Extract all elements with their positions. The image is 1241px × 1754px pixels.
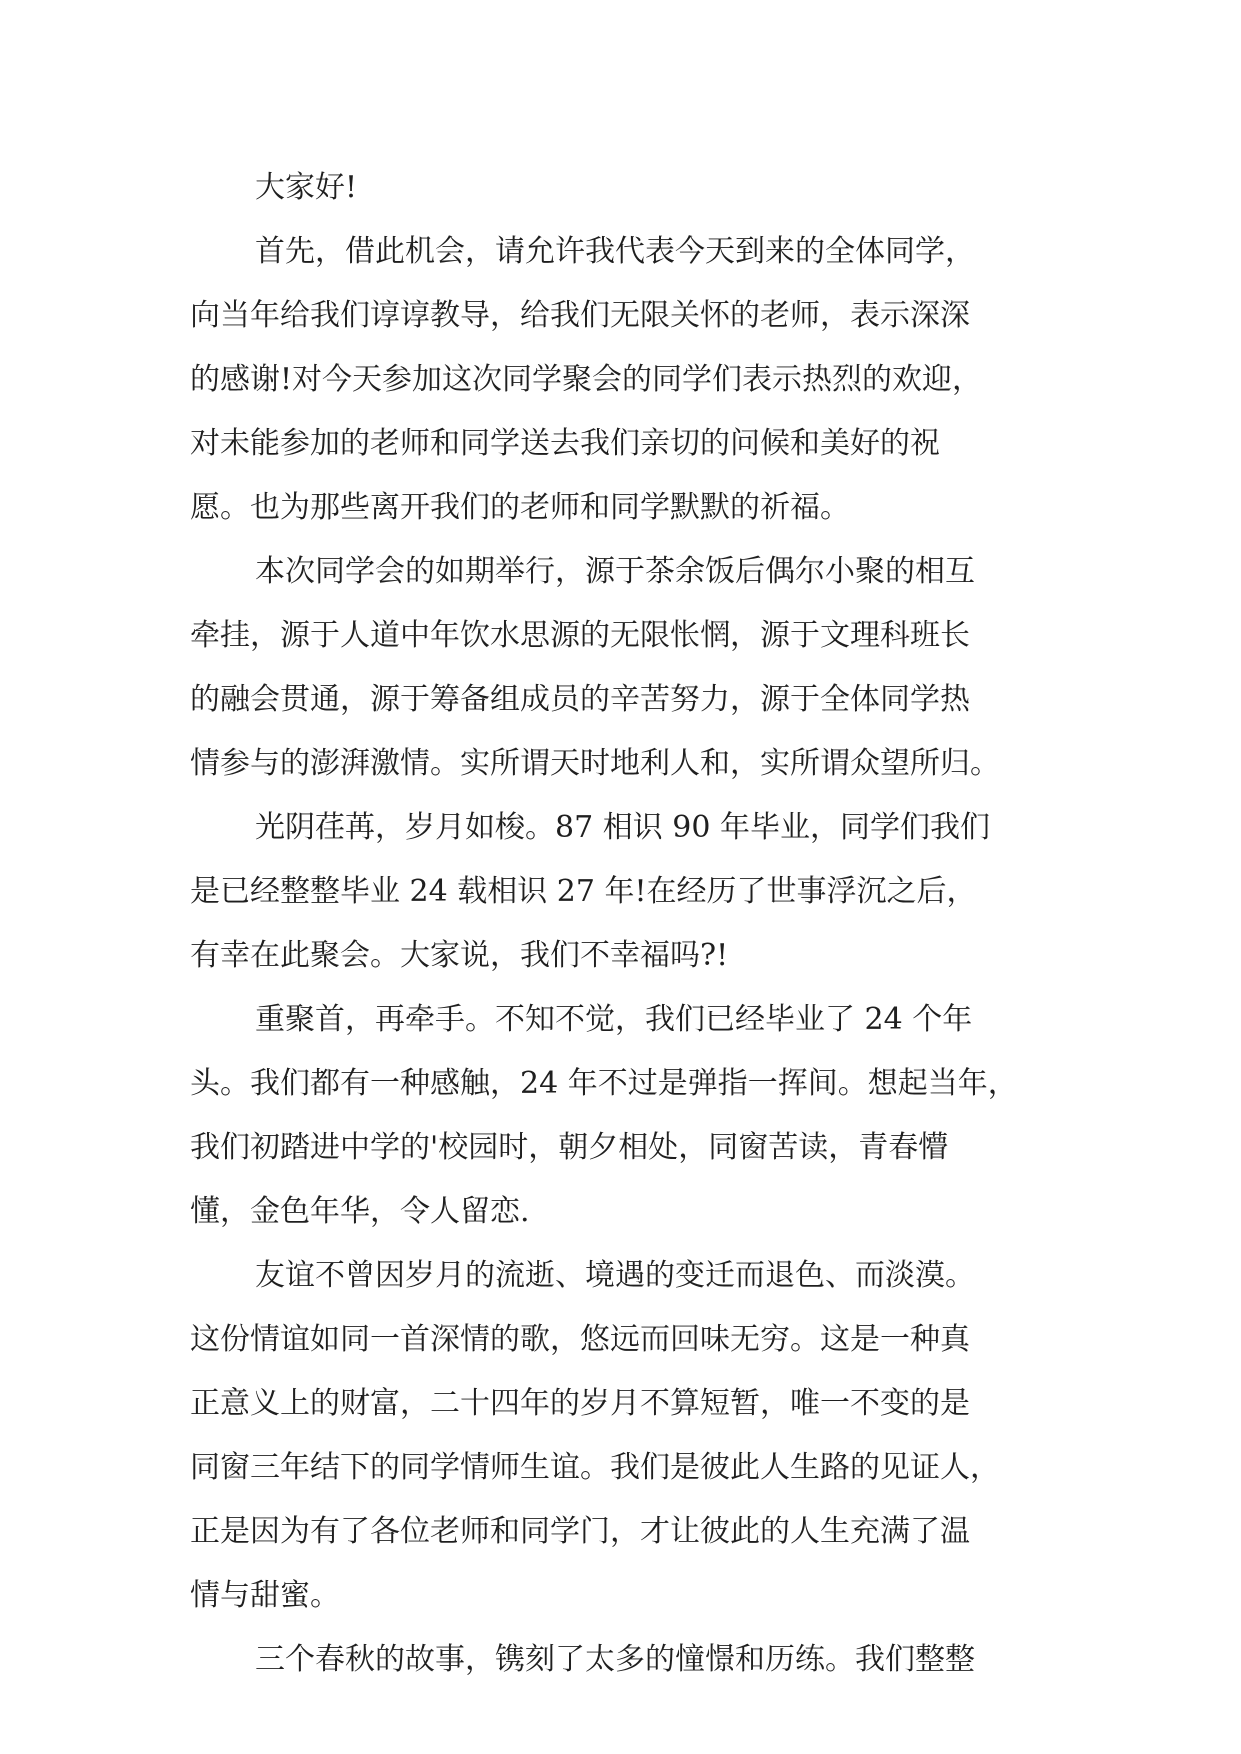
text-line: 我们初踏进中学的'校园时，朝夕相处，同窗苦读，青春懵 — [190, 1130, 949, 1165]
text-line: 正意义上的财富，二十四年的岁月不算短暂，唯一不变的是 — [190, 1386, 970, 1421]
text-line: 对未能参加的老师和同学送去我们亲切的问候和美好的祝 — [190, 426, 940, 461]
text-line: 是已经整整毕业 24 载相识 27 年!在经历了世事浮沉之后， — [190, 874, 977, 909]
text-line: 情与甜蜜。 — [190, 1578, 340, 1613]
text-line: 同窗三年结下的同学情师生谊。我们是彼此人生路的见证人， — [190, 1450, 1000, 1485]
text-line: 大家好! — [255, 170, 358, 205]
text-line: 头。我们都有一种感触，24 年不过是弹指一挥间。想起当年， — [190, 1066, 1018, 1101]
text-line: 首先，借此机会，请允许我代表今天到来的全体同学， — [255, 234, 975, 269]
text-line: 正是因为有了各位老师和同学门，才让彼此的人生充满了温 — [190, 1514, 970, 1549]
text-line: 本次同学会的如期举行，源于茶余饭后偶尔小聚的相互 — [255, 554, 975, 589]
text-line: 三个春秋的故事，镌刻了太多的憧憬和历练。我们整整 — [255, 1642, 975, 1677]
text-line: 光阴荏苒，岁月如梭。87 相识 90 年毕业，同学们我们 — [255, 810, 990, 845]
text-line: 这份情谊如同一首深情的歌，悠远而回味无穷。这是一种真 — [190, 1322, 970, 1357]
text-line: 牵挂，源于人道中年饮水思源的无限怅惘，源于文理科班长 — [190, 618, 970, 653]
text-line: 愿。也为那些离开我们的老师和同学默默的祈福。 — [190, 490, 850, 525]
text-line: 的感谢!对今天参加这次同学聚会的同学们表示热烈的欢迎， — [190, 362, 983, 397]
text-line: 情参与的澎湃激情。实所谓天时地利人和，实所谓众望所归。 — [190, 746, 1000, 781]
text-line: 重聚首，再牵手。不知不觉，我们已经毕业了 24 个年 — [255, 1002, 973, 1037]
text-line: 的融会贯通，源于筹备组成员的辛苦努力，源于全体同学热 — [190, 682, 970, 717]
text-line: 有幸在此聚会。大家说，我们不幸福吗?! — [190, 938, 729, 973]
text-line: 向当年给我们谆谆教导，给我们无限关怀的老师，表示深深 — [190, 298, 970, 333]
text-line: 懂，金色年华，令人留恋. — [190, 1194, 530, 1229]
text-line: 友谊不曾因岁月的流逝、境遇的变迁而退色、而淡漠。 — [255, 1258, 975, 1293]
